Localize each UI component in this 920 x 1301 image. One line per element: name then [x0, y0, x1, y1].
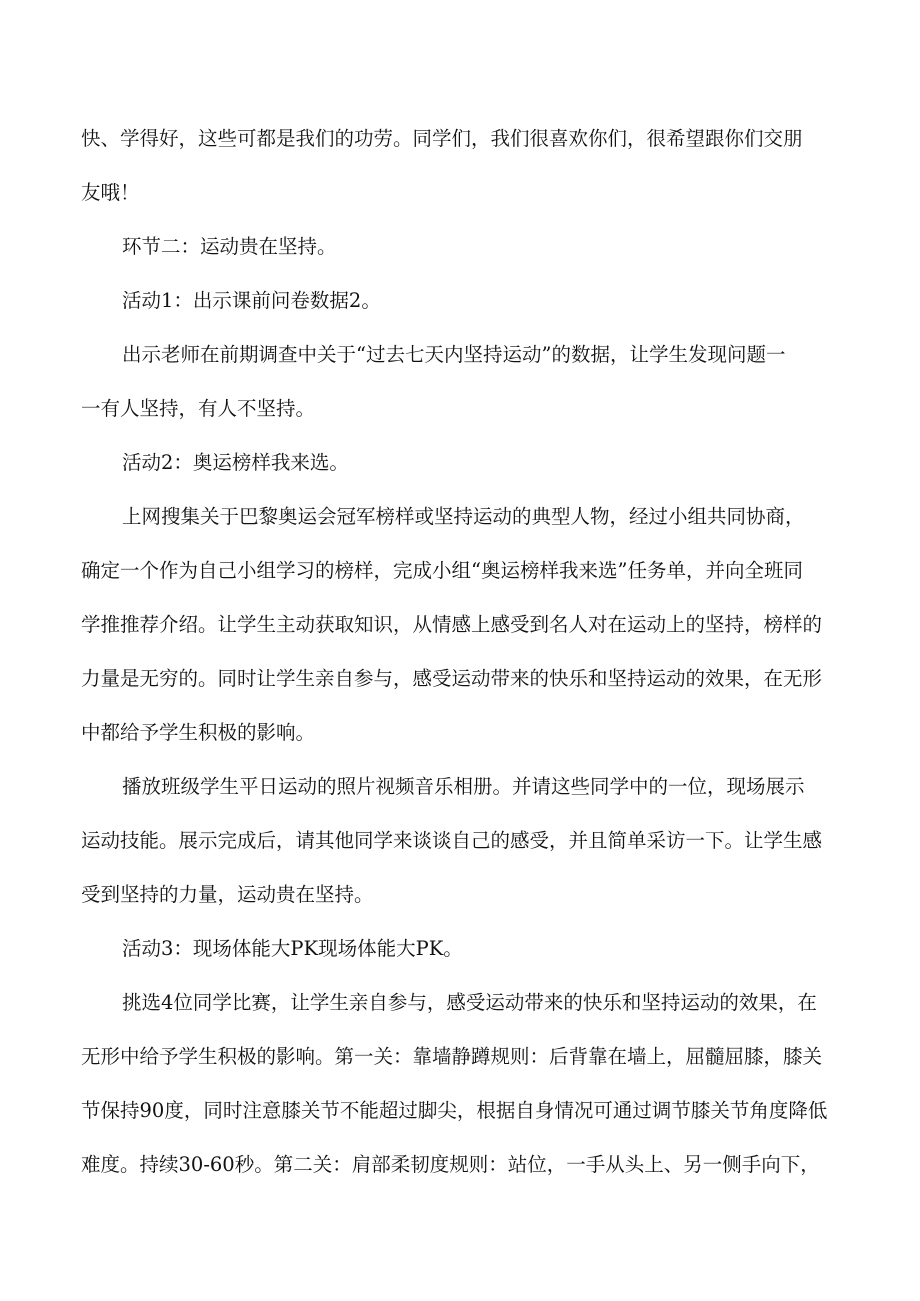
text-line: 难度。持续30-60秒。第二关：肩部柔韧度规则：站位，一手从头上、另一侧手向下， — [81, 1153, 820, 1176]
text-line: 播放班级学生平日运动的照片视频音乐相册。并请这些同学中的一位，现场展示 — [122, 775, 805, 798]
section-heading: 环节二：运动贵在坚持。 — [122, 235, 337, 258]
text-line: 学推推荐介绍。让学生主动获取知识，从情感上感受到名人对在运动上的坚持，榜样的 — [81, 613, 823, 636]
text-line: 无形中给予学生积极的影响。第一关：靠墙静蹲规则：后背靠在墙上，屈髓屈膝，膝关 — [81, 1045, 823, 1068]
text-line: 运动技能。展示完成后，请其他同学来谈谈自己的感受，并且简单采访一下。让学生感 — [81, 829, 823, 852]
text-line: 出示老师在前期调查中关于“过去七天内坚持运动”的数据，让学生发现问题一 — [122, 343, 786, 366]
text-line: 确定一个作为自己小组学习的榜样，完成小组“奥运榜样我来选”任务单，并向全班同 — [81, 559, 803, 582]
text-line: 力量是无穷的。同时让学生亲自参与，感受运动带来的快乐和坚持运动的效果，在无形 — [81, 667, 823, 690]
text-line: 节保持90度，同时注意膝关节不能超过脚尖，根据自身情况可通过调节膝关节角度降低 — [81, 1099, 828, 1122]
activity-heading: 活动1：出示课前问卷数据2。 — [122, 289, 381, 312]
text-line: 挑选4位同学比赛，让学生亲自参与，感受运动带来的快乐和坚持运动的效果，在 — [122, 991, 817, 1014]
text-line: 快、学得好，这些可都是我们的功劳。同学们，我们很喜欢你们，很希望跟你们交朋 — [81, 127, 803, 150]
text-line: 友哦！ — [81, 181, 140, 204]
activity-heading: 活动2：奥运榜样我来选。 — [122, 451, 349, 474]
text-line: 上网搜集关于巴黎奥运会冠军榜样或坚持运动的典型人物，经过小组共同协商， — [122, 505, 805, 528]
activity-heading: 活动3：现场体能大PK现场体能大PK。 — [122, 937, 463, 960]
text-line: 受到坚持的力量，运动贵在坚持。 — [81, 883, 374, 906]
text-line: 中都给予学生积极的影响。 — [81, 721, 316, 744]
text-line: 一有人坚持，有人不坚持。 — [81, 397, 316, 420]
